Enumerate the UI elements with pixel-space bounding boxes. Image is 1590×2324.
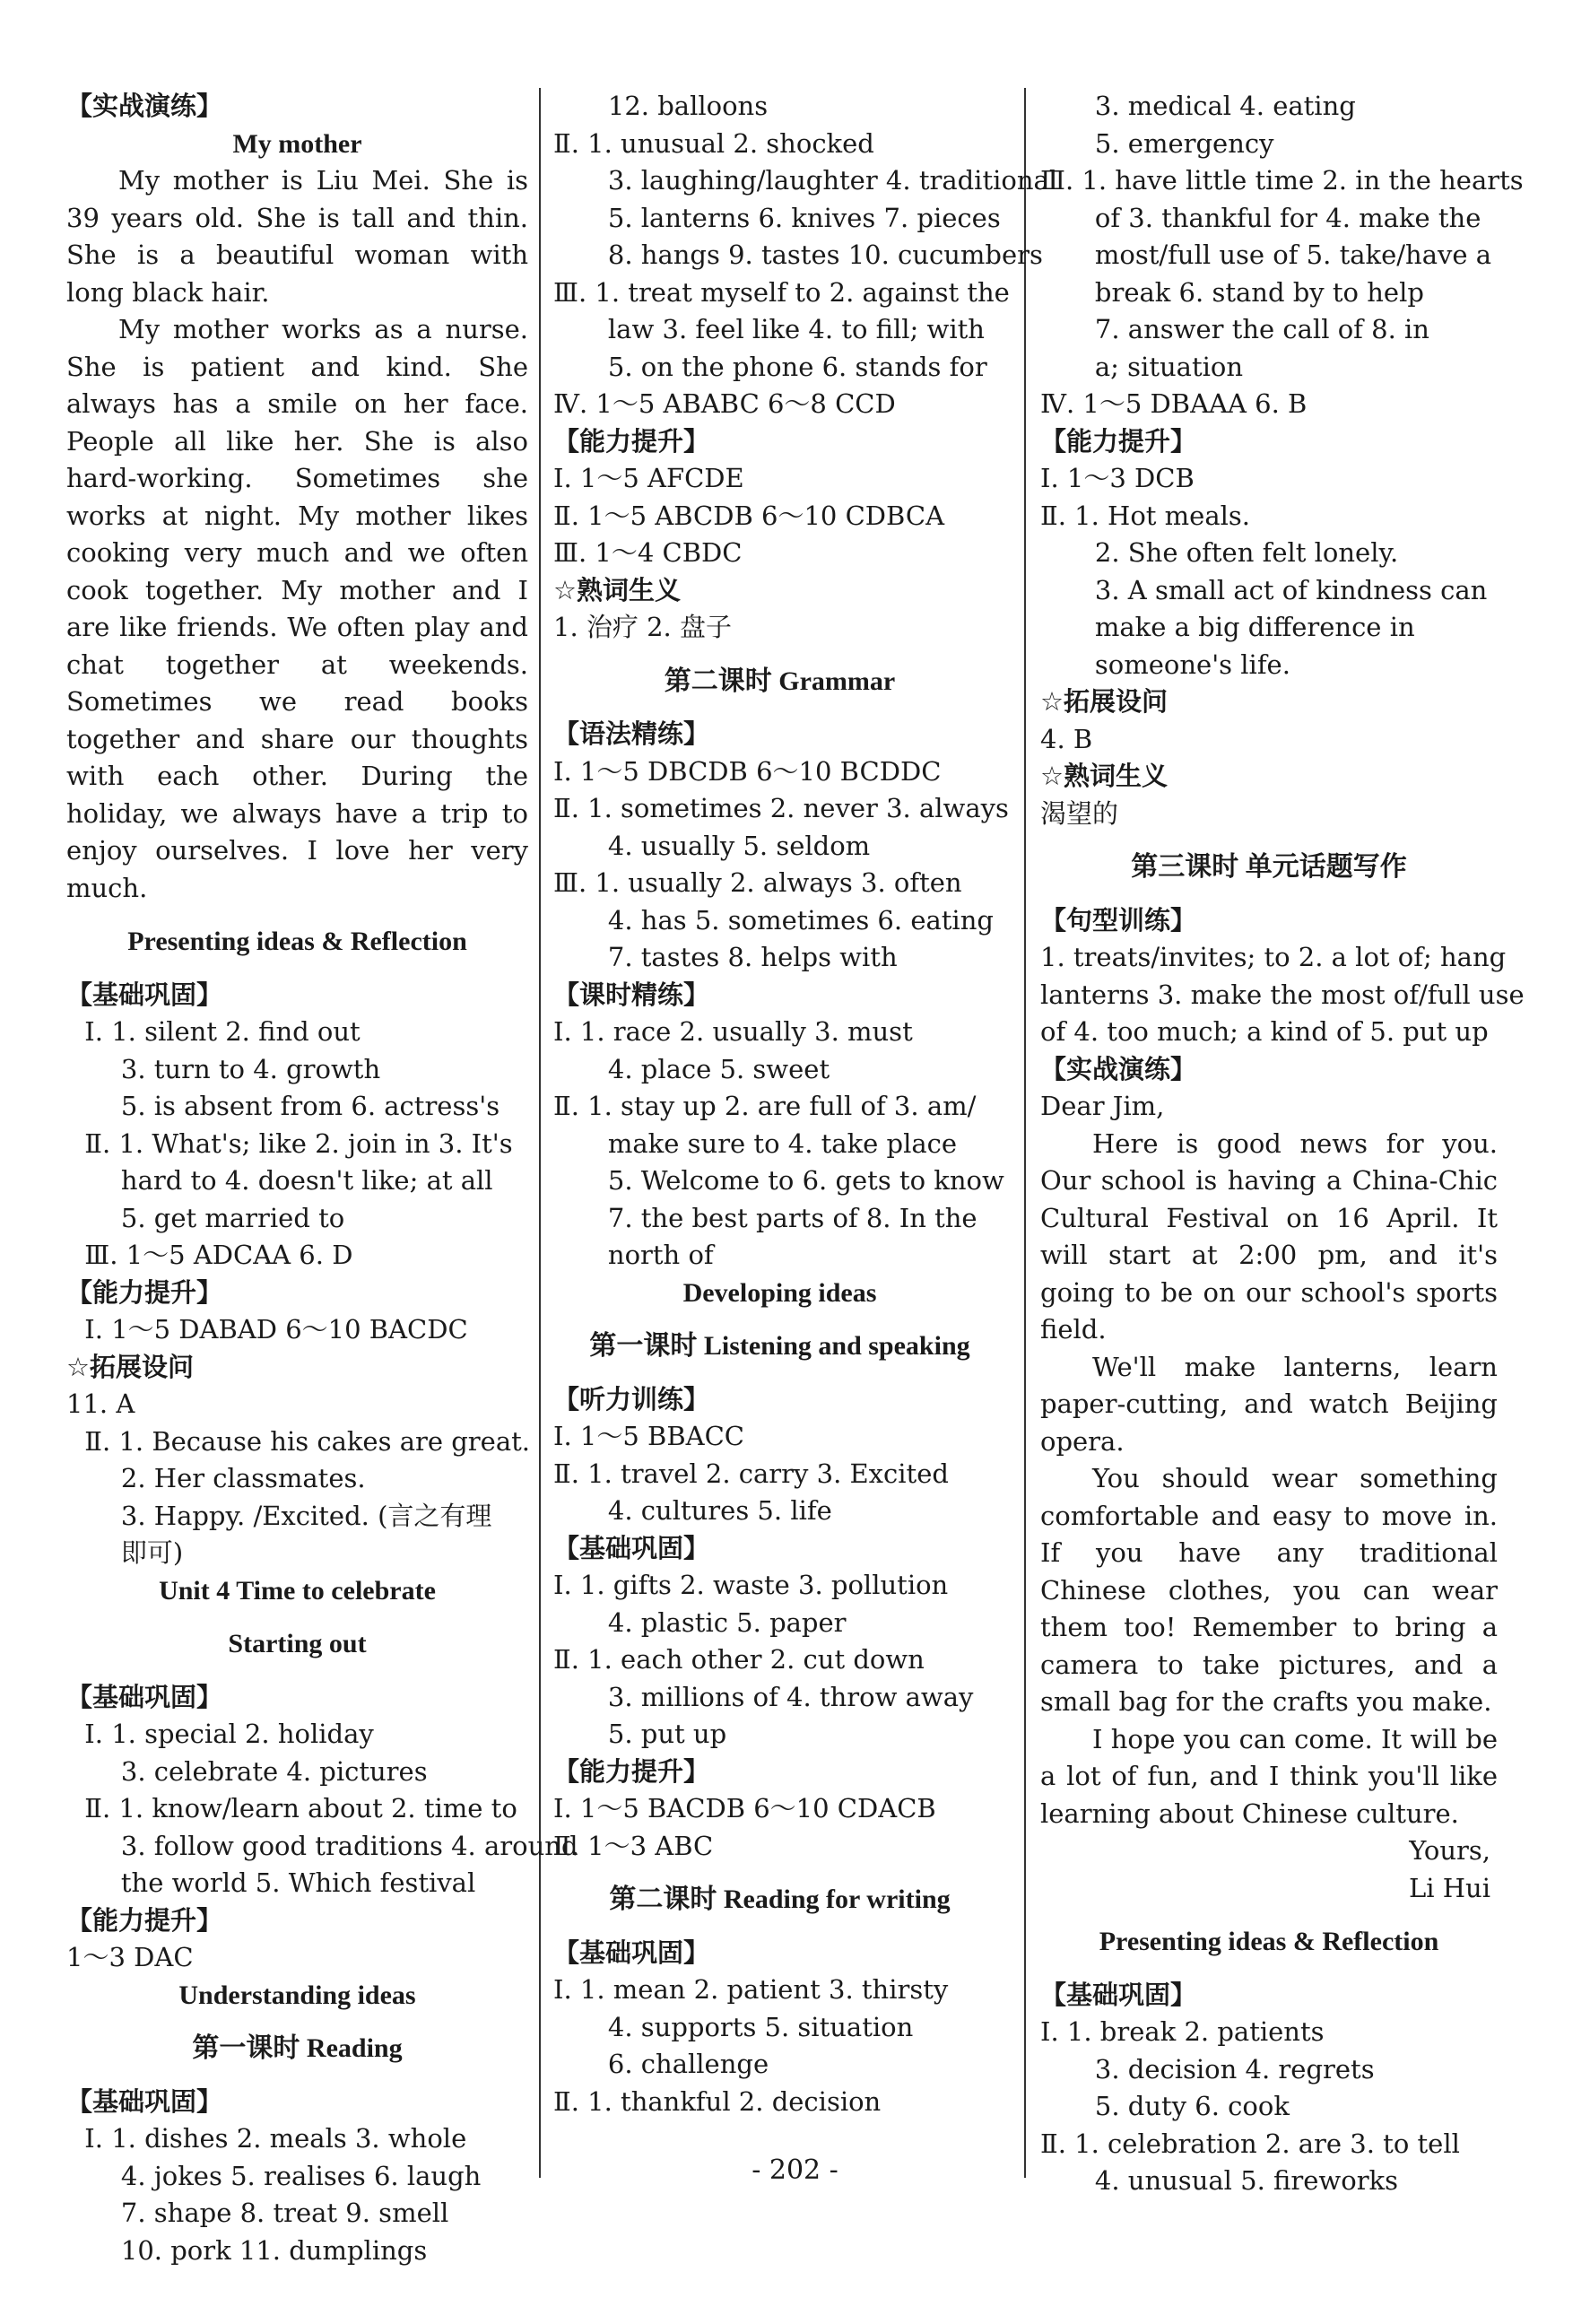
section-label: 【基础巩固】 xyxy=(66,1681,223,1712)
answer-line: Ⅰ. 1～5 DABAD 6～10 BACDC xyxy=(84,1314,468,1345)
answer-line: 5. duty 6. cook xyxy=(1094,2091,1290,2121)
answer-line: 4. B xyxy=(1040,723,1093,754)
answer-line: 1. 治疗 2. 盘子 xyxy=(553,612,732,642)
section-label: ☆拓展设问 xyxy=(1040,686,1168,717)
answer-line: 5. emergency xyxy=(1094,127,1274,159)
answer-line: make sure to 4. take place xyxy=(607,1127,958,1159)
answer-line: make a big difference in xyxy=(1094,612,1415,642)
letter-paragraph: You should wear something comfortable and easy to move in. If you have any traditional Chinese clothes, you can wear them too! Remember to bring a camera to take pictures, and a small bag for the crafts you make. xyxy=(1040,1463,1498,1717)
answer-line: 3. A small act of kindness can xyxy=(1094,574,1488,605)
answer-line: Ⅰ. 1. dishes 2. meals 3. whole xyxy=(84,2123,467,2154)
answer-line: a; situation xyxy=(1094,351,1244,382)
answer-line: 7. the best parts of 8. In the xyxy=(607,1202,977,1233)
section-label: ☆拓展设问 xyxy=(66,1351,194,1382)
letter-paragraph: We'll make lanterns, learn paper-cutting, and watch Beijing opera. xyxy=(1040,1351,1498,1457)
answer-line: 4. cultures 5. life xyxy=(607,1495,832,1526)
answer-line: Ⅰ. 1. mean 2. patient 3. thirsty xyxy=(553,1974,949,2005)
answer-line: Ⅱ. 1. each other 2. cut down xyxy=(553,1644,925,1675)
answer-line: 3. decision 4. regrets xyxy=(1094,2053,1375,2085)
answer-line: 8. hangs 9. tastes 10. cucumbers xyxy=(607,239,1043,270)
answer-line: 4. place 5. sweet xyxy=(607,1053,830,1084)
answer-line: 渴望的 xyxy=(1040,797,1119,829)
answer-line: Ⅲ. 1. usually 2. always 3. often xyxy=(553,867,962,898)
section-label: 【能力提升】 xyxy=(553,425,710,457)
answer-line: Ⅰ. 1. silent 2. find out xyxy=(84,1016,361,1047)
answer-line: 1～3 DAC xyxy=(66,1942,194,1972)
answer-line: someone's life. xyxy=(1094,648,1290,680)
answer-line: 3. follow good traditions 4. around xyxy=(120,1830,578,1861)
answer-line: 7. tastes 8. helps with xyxy=(607,942,898,972)
section-label: 【能力提升】 xyxy=(66,1904,223,1936)
letter-greeting: Dear Jim, xyxy=(1040,1091,1165,1121)
answer-line: Ⅱ. 1～5 ABCDB 6～10 CDBCA xyxy=(553,500,945,531)
lesson-heading: 第二课时 Grammar xyxy=(664,666,896,696)
section-label: 【能力提升】 xyxy=(1040,425,1197,457)
section-label: 【基础巩固】 xyxy=(66,2085,223,2117)
answer-line: 7. shape 8. treat 9. smell xyxy=(120,2198,449,2228)
answer-line: 即可) xyxy=(120,1537,184,1568)
answer-line: Ⅲ. 1. treat myself to 2. against the xyxy=(553,276,1010,308)
answer-line: Ⅲ. 1～5 ADCAA 6. D xyxy=(84,1240,353,1270)
answer-line: Ⅱ. 1～3 ABC xyxy=(553,1830,714,1861)
section-label: 【能力提升】 xyxy=(66,1276,223,1308)
answer-line: Ⅱ. 1. unusual 2. shocked xyxy=(553,127,874,159)
answer-line: lanterns 3. make the most of/full use xyxy=(1040,979,1525,1010)
answer-line: 5. Welcome to 6. gets to know xyxy=(607,1165,1004,1196)
section-label: 【语法精练】 xyxy=(553,718,710,749)
section-label: 【实战演练】 xyxy=(1040,1053,1197,1084)
answer-line: Ⅰ. 1. race 2. usually 3. must xyxy=(553,1016,913,1047)
answer-line: Ⅰ. 1～5 DBCDB 6～10 BCDDC xyxy=(553,755,942,787)
answer-line: Ⅲ. 1. have little time 2. in the hearts xyxy=(1040,165,1524,196)
answer-line: the world 5. Which festival xyxy=(120,1867,476,1898)
column-right xyxy=(1040,88,1525,2200)
answer-line: break 6. stand by to help xyxy=(1094,276,1424,308)
answer-line: Ⅰ. 1～3 DCB xyxy=(1040,463,1195,493)
lesson-heading: 第一课时 Reading xyxy=(192,2033,403,2063)
answer-line: Ⅳ. 1～5 ABABC 6～8 CCD xyxy=(553,388,896,419)
answer-line: 5. lanterns 6. knives 7. pieces xyxy=(607,202,1001,233)
answer-line: of 3. thankful for 4. make the xyxy=(1094,202,1481,233)
essay-paragraph: My mother works as a nurse. She is patient and kind. She always has a smile on her face. People all like her. She is also hard-working. Sometimes she works at night. My mother likes cooking very much and we often cook together. My mother and I are like friends. We often play and chat together at weekends. Sometimes we read books together and share our thoughts with each other. During the holiday, we always have a trip to enjoy ourselves. I love her very much. xyxy=(66,314,528,903)
answer-line: 3. laughing/laughter 4. traditional xyxy=(607,165,1058,196)
section-heading: Presenting ideas & Reflection xyxy=(127,927,467,956)
answer-line: north of xyxy=(607,1240,714,1270)
section-label: 【基础巩固】 xyxy=(553,1532,710,1563)
section-label: 【实战演练】 xyxy=(66,91,223,121)
answer-line: 7. answer the call of 8. in xyxy=(1094,314,1429,344)
answer-line: Ⅱ. 1. thankful 2. decision xyxy=(553,2085,882,2117)
lesson-heading: 第三课时 单元话题写作 xyxy=(1131,852,1407,882)
answer-line: of 4. too much; a kind of 5. put up xyxy=(1040,1016,1489,1047)
lesson-heading: 第一课时 Listening and speaking xyxy=(589,1331,970,1361)
answer-line: 3. medical 4. eating xyxy=(1094,91,1356,121)
answer-line: law 3. feel like 4. to fill; with xyxy=(607,314,985,344)
answer-line: 5. on the phone 6. stands for xyxy=(607,351,987,382)
answer-line: Ⅱ. 1. What's; like 2. join in 3. It's xyxy=(84,1127,513,1159)
answer-line: 10. pork 11. dumplings xyxy=(120,2234,428,2266)
answer-line: Ⅱ. 1. sometimes 2. never 3. always xyxy=(553,793,1009,823)
section-heading: Developing ideas xyxy=(682,1277,877,1308)
answer-line: Ⅳ. 1～5 DBAAA 6. B xyxy=(1040,388,1308,419)
answer-line: 2. Her classmates. xyxy=(120,1463,366,1493)
letter-paragraph: I hope you can come. It will be a lot of fun, and I think you'll like learning about Chinese culture. xyxy=(1040,1723,1498,1829)
answer-line: most/full use of 5. take/have a xyxy=(1094,239,1492,270)
answer-line: 4. usually 5. seldom xyxy=(607,830,871,861)
section-label: 【基础巩固】 xyxy=(553,1937,710,1968)
essay-title: My mother xyxy=(232,128,362,159)
section-heading: Understanding ideas xyxy=(178,1980,416,2010)
answer-line: 5. is absent from 6. actress's xyxy=(120,1091,500,1121)
answer-line: 5. get married to xyxy=(120,1202,345,1233)
essay-paragraph: My mother is Liu Mei. She is 39 years old. She is tall and thin. She is a beautiful woman with long black hair. xyxy=(66,165,528,308)
answer-line: 1. treats/invites; to 2. a lot of; hang xyxy=(1040,942,1507,972)
column-left xyxy=(66,88,578,2269)
answer-line: Ⅰ. 1～5 BACDB 6～10 CDACB xyxy=(553,1793,936,1824)
answer-line: 4. jokes 5. realises 6. laugh xyxy=(120,2160,482,2191)
section-label: 【课时精练】 xyxy=(553,979,710,1010)
answer-line: Ⅰ. 1～5 AFCDE xyxy=(553,463,744,493)
answer-line: hard to 4. doesn't like; at all xyxy=(120,1165,493,1196)
answer-line: 4. supports 5. situation xyxy=(607,2011,914,2042)
section-label: 【句型训练】 xyxy=(1040,904,1197,936)
section-heading: Starting out xyxy=(228,1629,367,1658)
answer-line: Ⅰ. 1. special 2. holiday xyxy=(84,1719,374,1749)
unit-title: Unit 4 Time to celebrate xyxy=(159,1575,436,1606)
page-number: - 202 - xyxy=(752,2154,838,2186)
answer-line: 4. plastic 5. paper xyxy=(607,1606,847,1638)
answer-line: 3. Happy. /Excited. (言之有理 xyxy=(120,1500,492,1531)
answer-line: Ⅱ. 1. celebration 2. are 3. to tell xyxy=(1040,2128,1460,2159)
answer-line: 4. has 5. sometimes 6. eating xyxy=(607,904,994,936)
answer-line: Ⅲ. 1～4 CBDC xyxy=(553,537,743,568)
lesson-heading: 第二课时 Reading for writing xyxy=(609,1884,951,1914)
answer-line: Ⅰ. 1. gifts 2. waste 3. pollution xyxy=(553,1570,949,1600)
answer-line: 2. She often felt lonely. xyxy=(1094,537,1399,568)
section-label: ☆熟词生义 xyxy=(553,574,681,605)
column-divider xyxy=(1024,88,1026,2178)
answer-line: Ⅰ. 1. break 2. patients xyxy=(1040,2016,1325,2047)
section-label: 【基础巩固】 xyxy=(1040,1979,1197,2010)
section-label: ☆熟词生义 xyxy=(1040,761,1168,791)
letter-paragraph: Here is good news for you. Our school is having a China-Chic Cultural Festival on 16 April. It will start at 2:00 pm, and it's going to be on our school's sports field. xyxy=(1040,1127,1498,1345)
letter-signature: Li Hui xyxy=(1409,1872,1490,1903)
answer-line: Ⅱ. 1. Because his cakes are great. xyxy=(84,1425,530,1457)
answer-line: 3. celebrate 4. pictures xyxy=(120,1755,428,1787)
answer-line: 11. A xyxy=(66,1388,135,1419)
answer-line: 4. unusual 5. fireworks xyxy=(1094,2165,1399,2196)
answer-line: 5. put up xyxy=(607,1719,727,1749)
answer-line: Ⅱ. 1. know/learn about 2. time to xyxy=(84,1793,517,1824)
answer-line: 3. turn to 4. growth xyxy=(120,1053,381,1084)
answer-line: Ⅱ. 1. stay up 2. are full of 3. am/ xyxy=(553,1091,977,1121)
answer-line: Ⅱ. 1. travel 2. carry 3. Excited xyxy=(553,1458,949,1489)
section-label: 【能力提升】 xyxy=(553,1755,710,1787)
section-label: 【基础巩固】 xyxy=(66,979,223,1010)
answer-line: 6. challenge xyxy=(607,2049,769,2079)
column-middle xyxy=(553,88,1058,2120)
section-heading: Presenting ideas & Reflection xyxy=(1099,1927,1439,1956)
answer-line: Ⅰ. 1～5 BBACC xyxy=(553,1421,744,1451)
answer-line: 12. balloons xyxy=(607,91,769,121)
section-label: 【听力训练】 xyxy=(553,1383,710,1414)
letter-closing: Yours, xyxy=(1409,1835,1490,1866)
answer-line: 3. millions of 4. throw away xyxy=(607,1681,974,1712)
answer-line: Ⅱ. 1. Hot meals. xyxy=(1040,500,1250,531)
